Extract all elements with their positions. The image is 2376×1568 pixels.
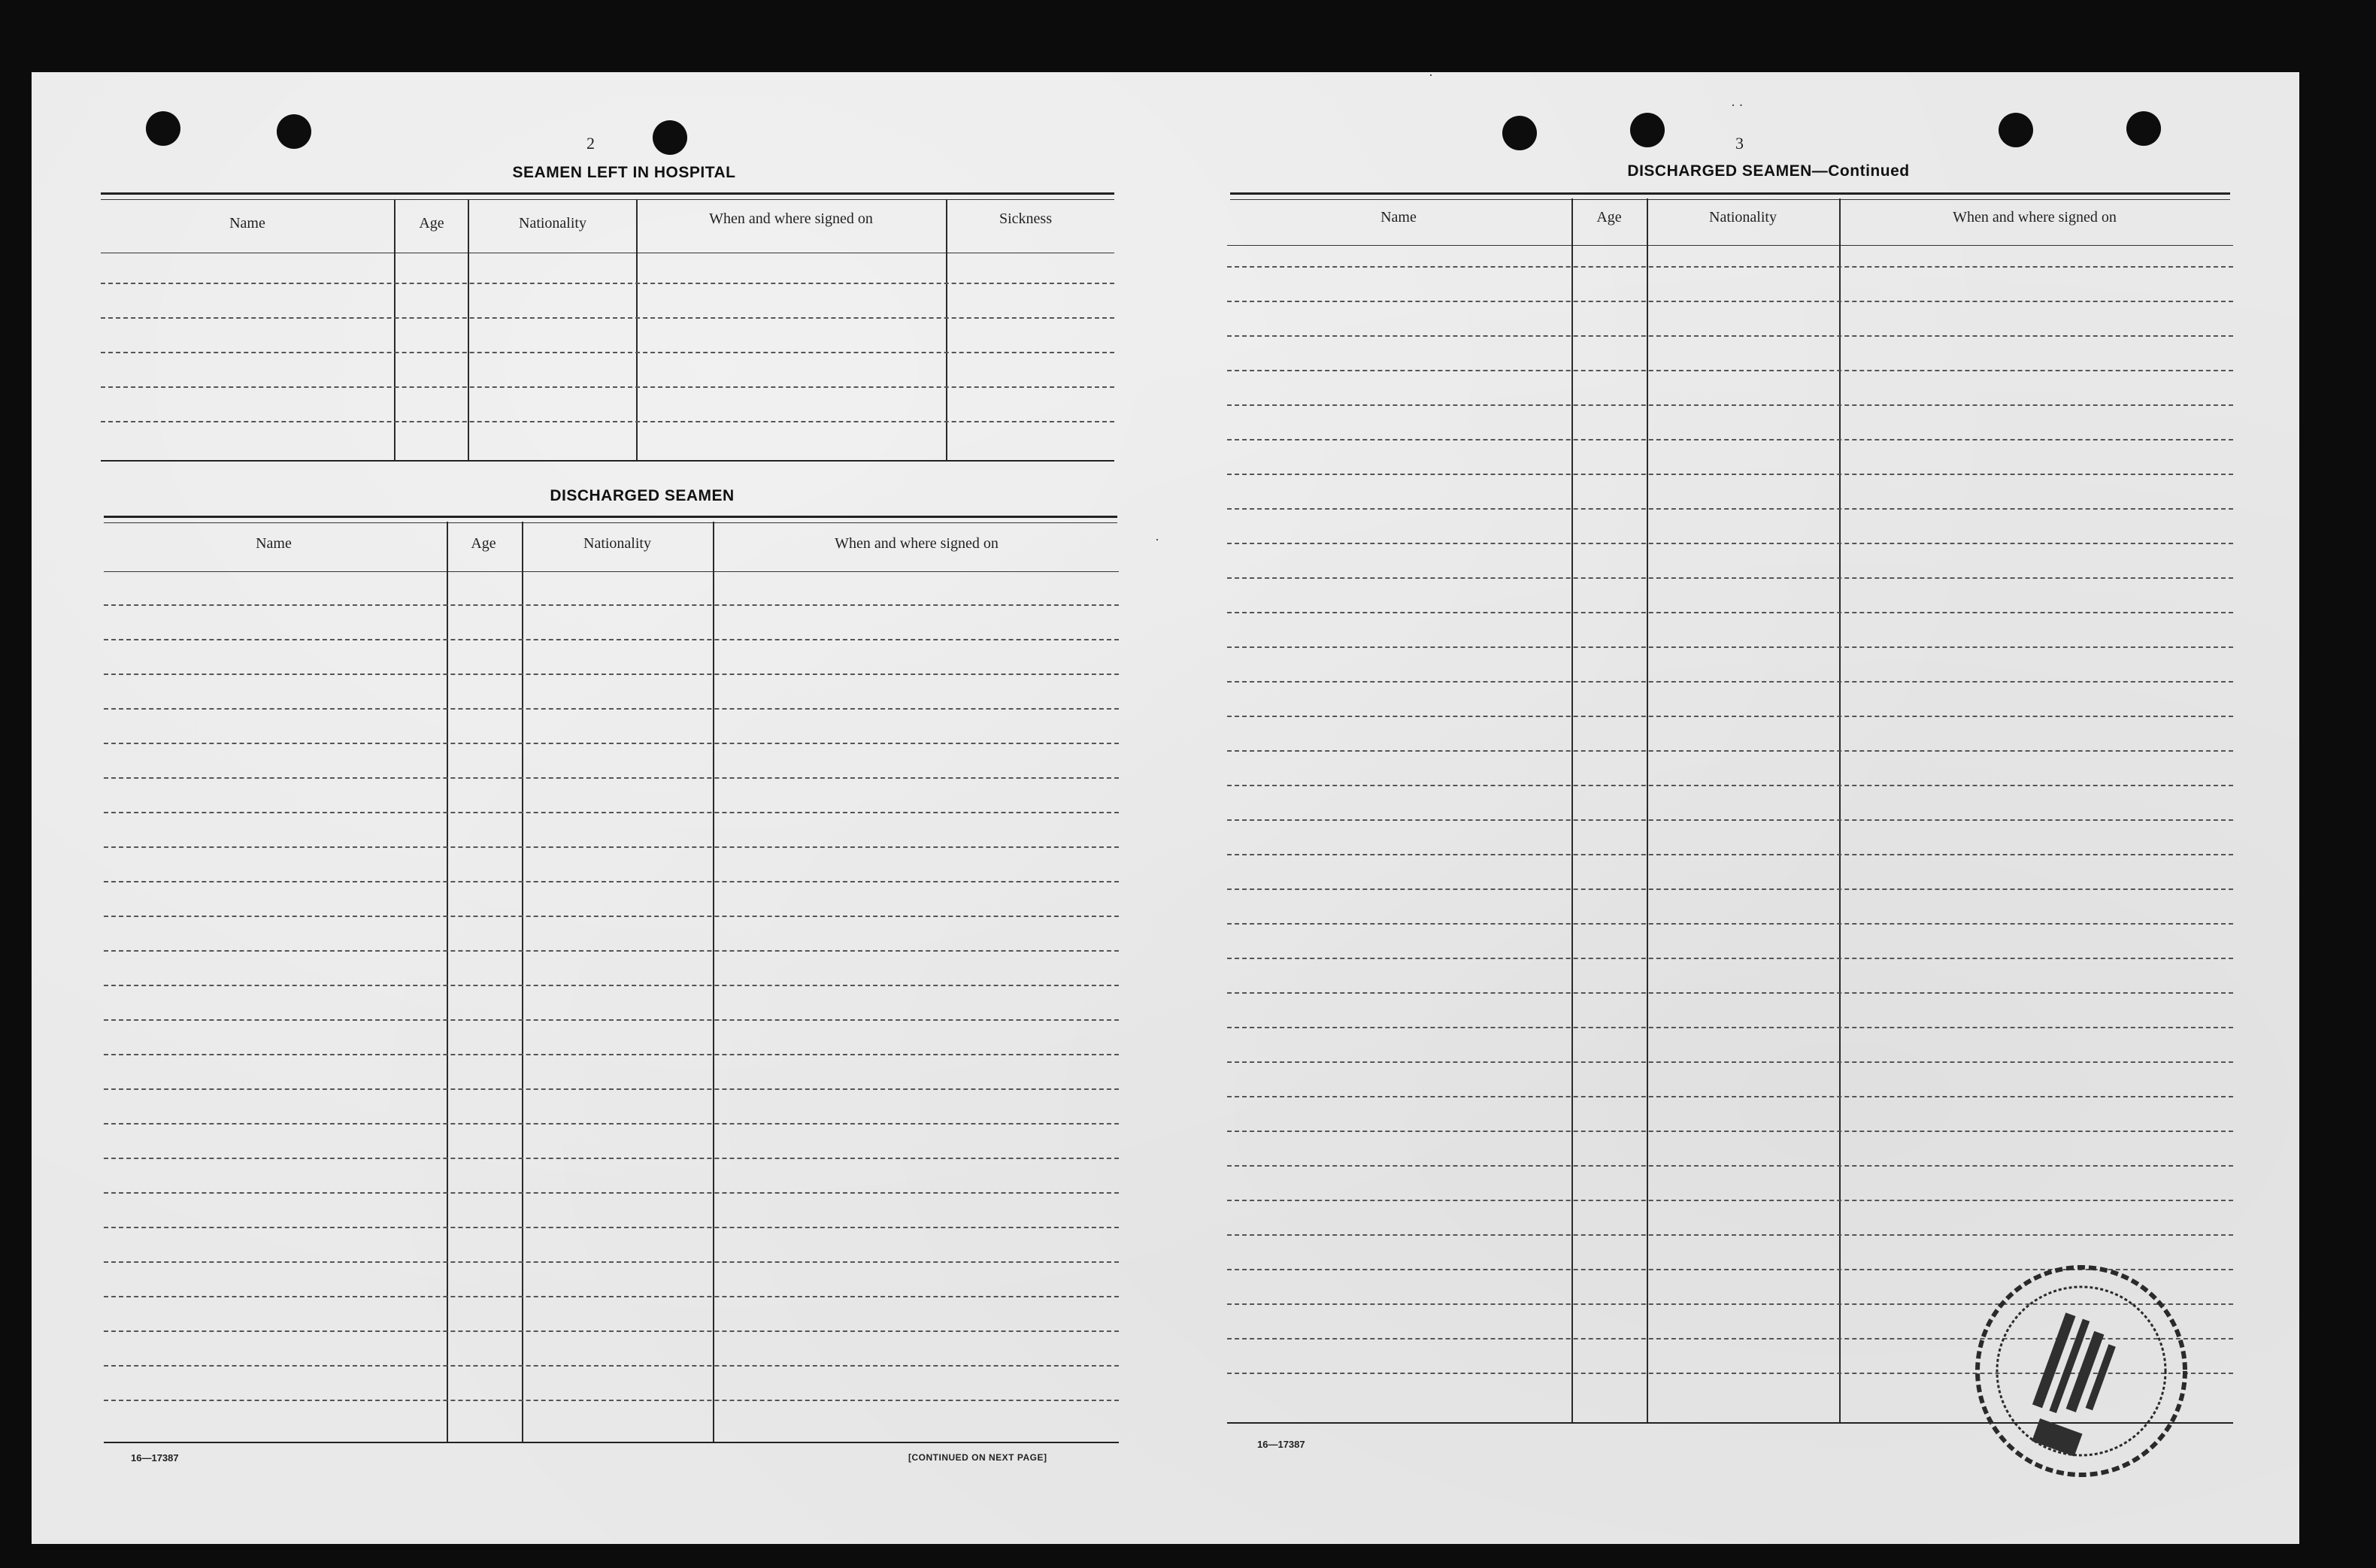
table-row [1227,888,2233,890]
col-divider [713,522,714,1442]
col-header-signed-on: When and where signed on [835,535,999,552]
table-row [104,1054,1119,1055]
punch-hole [1630,113,1665,147]
col-divider [1839,198,1841,1422]
table-row [1227,1061,2233,1063]
col-header-age: Age [1596,209,1622,226]
col-header-nationality: Nationality [1709,209,1777,226]
table-bottom-rule [101,460,1114,462]
col-header-signed-on: When and where signed on [709,210,873,227]
col-divider [522,522,523,1442]
col-divider [1647,198,1648,1422]
print-mark: · · [1731,98,1744,113]
table-row [104,916,1119,917]
discharged-continued-table-header [1227,198,2233,246]
table-row [104,1400,1119,1401]
document-sheet [32,68,2299,1544]
col-header-age: Age [419,215,444,232]
col-divider [1571,198,1573,1422]
table-row [104,1088,1119,1090]
table-row [1227,1165,2233,1167]
table-row [104,1330,1119,1332]
table-row [1227,335,2233,337]
table-row [101,352,1114,353]
table-row [104,812,1119,813]
table-row [104,708,1119,710]
discharged-table-header [104,522,1119,572]
col-header-signed-on: When and where signed on [1953,209,2117,226]
col-header-age: Age [471,535,496,552]
discharged-section-title: DISCHARGED SEAMEN [550,487,735,504]
hospital-title-rule [101,192,1114,200]
table-row [1227,474,2233,475]
table-row [1227,681,2233,683]
table-row [1227,508,2233,510]
punch-hole [277,114,311,149]
punch-hole [653,120,687,155]
punch-hole [1502,116,1537,150]
table-row [104,743,1119,744]
table-row [1227,370,2233,371]
hospital-section-title: SEAMEN LEFT IN HOSPITAL [512,164,736,181]
table-row [1227,1096,2233,1097]
table-row [101,386,1114,388]
table-row [104,777,1119,779]
form-code-right: 16—17387 [1257,1439,1305,1450]
col-header-name: Name [256,535,292,552]
table-row [1227,1200,2233,1201]
table-row [104,1192,1119,1194]
discharged-continued-title-suffix: —Continued [1811,162,1910,180]
table-row [1227,785,2233,786]
hospital-table [101,200,1114,534]
col-header-nationality: Nationality [519,215,586,232]
table-row [1227,1234,2233,1236]
table-row [1227,992,2233,994]
table-row [1227,577,2233,579]
table-row [1227,750,2233,752]
table-row [1227,854,2233,855]
table-row [104,1019,1119,1021]
table-row [104,639,1119,640]
col-header-name: Name [229,215,265,232]
table-row [1227,612,2233,613]
table-row [1227,958,2233,959]
postmark-stamp-center [2020,1312,2120,1457]
table-row [1227,716,2233,717]
col-header-name: Name [1380,209,1417,226]
table-row [1227,646,2233,648]
table-row [1227,404,2233,406]
page-number-left: 2 [586,134,595,153]
punch-hole [146,111,180,146]
table-row [104,674,1119,675]
table-row [104,1158,1119,1159]
col-header-sickness: Sickness [999,210,1052,227]
table-row [104,846,1119,848]
table-row [104,1261,1119,1263]
table-row [104,881,1119,882]
table-row [101,421,1114,422]
discharged-continued-title [1565,162,1971,180]
form-code-left: 16—17387 [131,1452,179,1464]
table-row [1227,1027,2233,1028]
punch-hole [1999,113,2033,147]
table-row [1227,543,2233,544]
table-row [104,1365,1119,1367]
col-header-nationality: Nationality [583,535,651,552]
table-row [104,1296,1119,1297]
postmark-stamp [1968,1258,2194,1484]
table-bottom-rule [104,1442,1119,1443]
col-divider [447,522,448,1442]
punch-hole [2126,111,2161,146]
table-row [104,604,1119,606]
table-row [1227,1131,2233,1132]
discharged-table-left [104,522,1119,1514]
table-row [1227,439,2233,440]
discharged-continued-title-main: DISCHARGED SEAMEN [1627,162,1812,180]
table-row [1227,923,2233,925]
table-row [104,1123,1119,1125]
table-row [1227,819,2233,821]
page-number-right: 3 [1735,134,1744,153]
print-mark: · [1429,68,1433,83]
continued-note: [CONTINUED ON NEXT PAGE] [908,1452,1047,1463]
table-row [101,283,1114,284]
print-mark: · [1155,532,1159,547]
table-row [101,317,1114,319]
hospital-table-header [101,200,1114,253]
table-row [1227,266,2233,268]
table-row [104,985,1119,986]
table-row [104,1227,1119,1228]
table-row [1227,301,2233,302]
table-row [104,950,1119,952]
